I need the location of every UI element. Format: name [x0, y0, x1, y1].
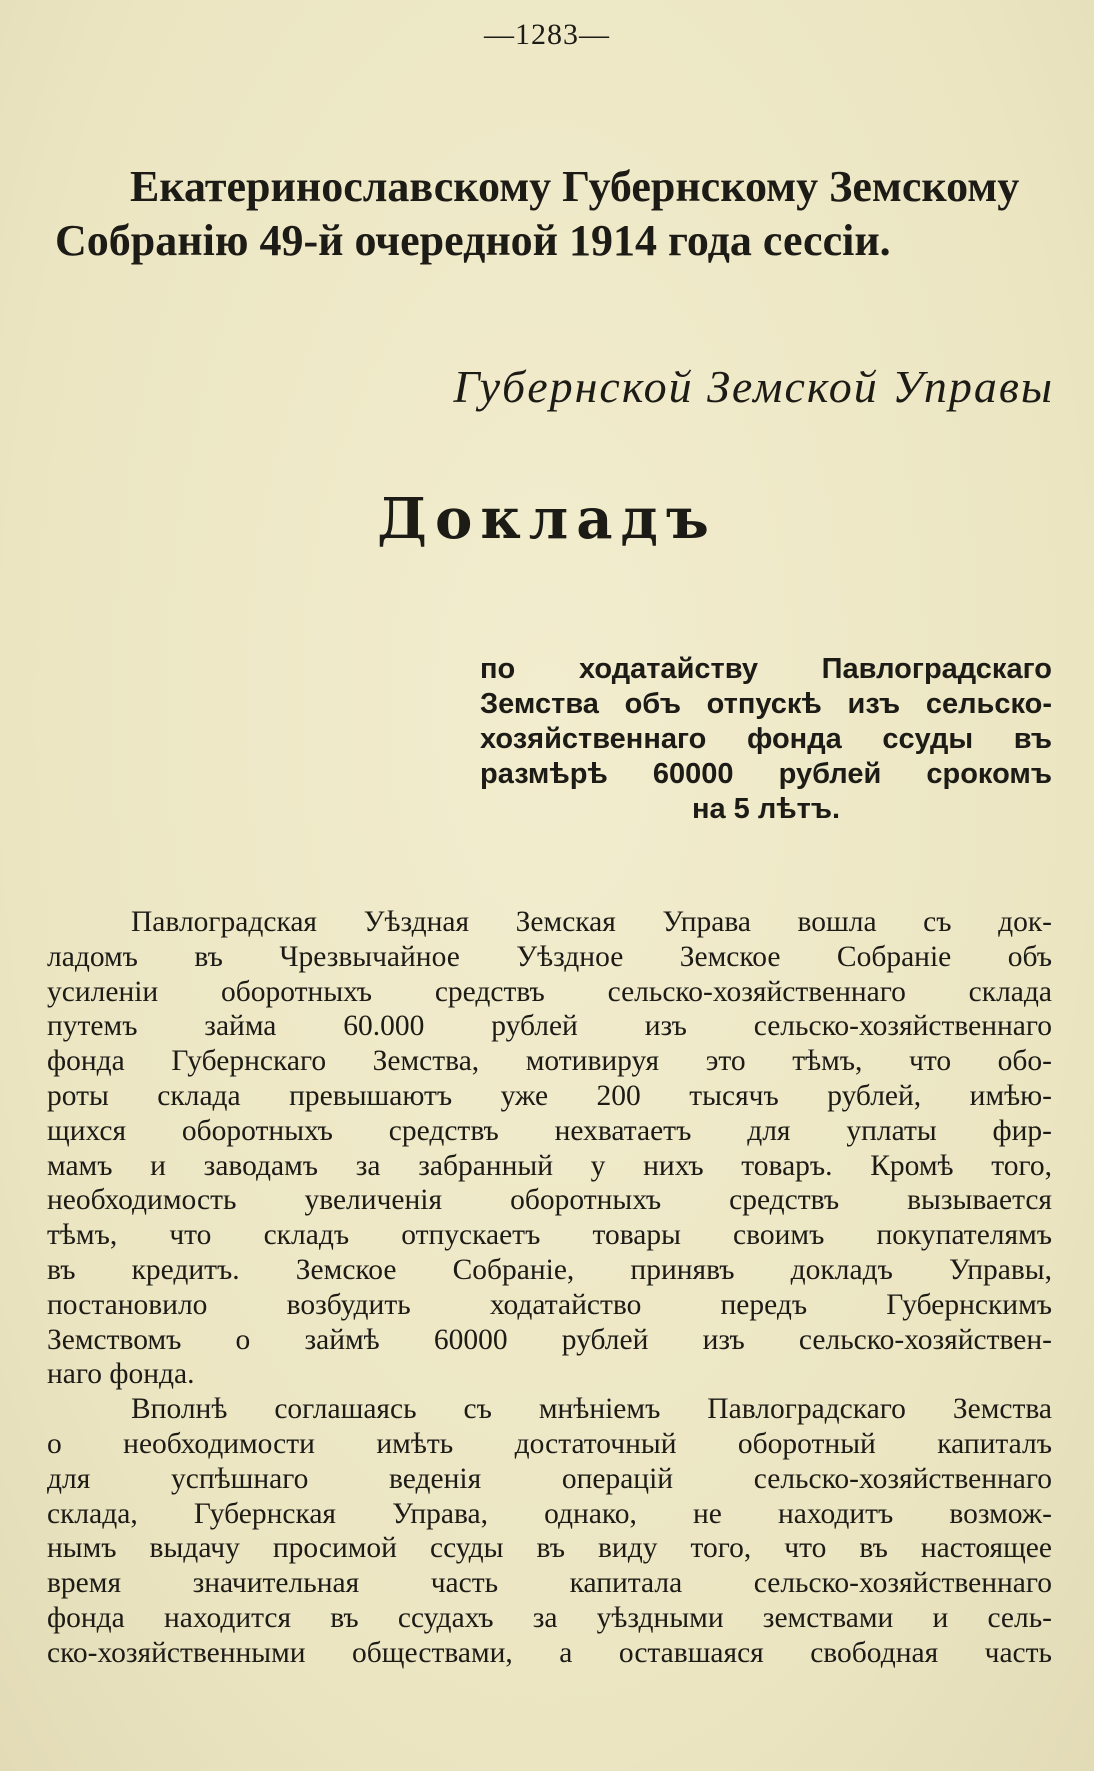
- title-line-2: Собранію 49-й очередной 1914 года сессіи.: [55, 216, 891, 265]
- body-line: въ кредитъ. Земское Собраніе, принявъ докладъ Управы,: [47, 1253, 1052, 1286]
- body-line: путемъ займа 60.000 рублей изъ сельско-хозяйственнаго: [47, 1010, 1052, 1043]
- body-line: Павлоградская Уѣздная Земская Управа вошла съ док-: [131, 906, 1052, 938]
- topic-line: Земства объ отпускѣ изъ сельско-: [480, 688, 1052, 720]
- body-line: фонда Губернскаго Земства, мотивируя это тѣмъ, что обо-: [47, 1045, 1052, 1078]
- body-line: щихся оборотныхъ средствъ нехватаетъ для уплаты фир-: [47, 1114, 1052, 1147]
- body-line: наго фонда.: [47, 1358, 195, 1391]
- body-line: ско-хозяйственными обществами, а оставшаяся свободная часть: [47, 1636, 1052, 1669]
- body-line: о необходимости имѣть достаточный оборотный капиталъ: [47, 1427, 1052, 1460]
- body-line: нымъ выдачу просимой ссуды въ виду того, что въ настоящее: [47, 1532, 1052, 1565]
- body-line: склада, Губернская Управа, однако, не находитъ возмож-: [47, 1497, 1052, 1530]
- body-line: ладомъ въ Чрезвычайное Уѣздное Земское Собраніе объ: [47, 940, 1052, 973]
- issuer-subtitle: Губернской Земской Управы: [453, 361, 1054, 412]
- report-topic: [480, 652, 1052, 827]
- body-line: мамъ и заводамъ за забранный у нихъ товаръ. Кромѣ того,: [47, 1149, 1052, 1182]
- report-heading: Докладъ: [377, 486, 717, 552]
- body-line: фонда находится въ ссудахъ за уѣздными земствами и сель-: [47, 1601, 1052, 1634]
- topic-line: хозяйственнаго фонда ссуды въ: [480, 723, 1052, 755]
- body-line: необходимость увеличенія оборотныхъ средствъ вызывается: [47, 1184, 1052, 1217]
- topic-line: по ходатайству Павлоградскаго: [480, 653, 1052, 685]
- body-line: постановило возбудить ходатайство передъ Губернскимъ: [47, 1288, 1052, 1321]
- page-number: —1283—: [484, 18, 610, 51]
- body-line: время значительная часть капитала сельско-хозяйственнаго: [47, 1567, 1052, 1600]
- body-line: Земствомъ о займѣ 60000 рублей изъ сельско-хозяйствен-: [47, 1323, 1052, 1356]
- body-line: роты склада превышаютъ уже 200 тысячъ рублей, имѣю-: [47, 1079, 1052, 1112]
- topic-line: на 5 лѣтъ.: [691, 793, 841, 825]
- topic-line: размѣрѣ 60000 рублей срокомъ: [480, 758, 1052, 790]
- body-text: [47, 905, 1052, 1671]
- title-line-1: Екатеринославскому Губернскому Земскому: [130, 162, 1020, 211]
- body-line: Вполнѣ соглашаясь съ мнѣніемъ Павлоградскаго Земства: [131, 1393, 1052, 1426]
- document-title: [55, 160, 1055, 268]
- body-line: для успѣшнаго веденія операцій сельско-хозяйственнаго: [47, 1462, 1052, 1495]
- body-line: усиленіи оборотныхъ средствъ сельско-хозяйственнаго склада: [47, 975, 1052, 1008]
- body-line: тѣмъ, что складъ отпускаетъ товары своимъ покупателямъ: [47, 1219, 1052, 1252]
